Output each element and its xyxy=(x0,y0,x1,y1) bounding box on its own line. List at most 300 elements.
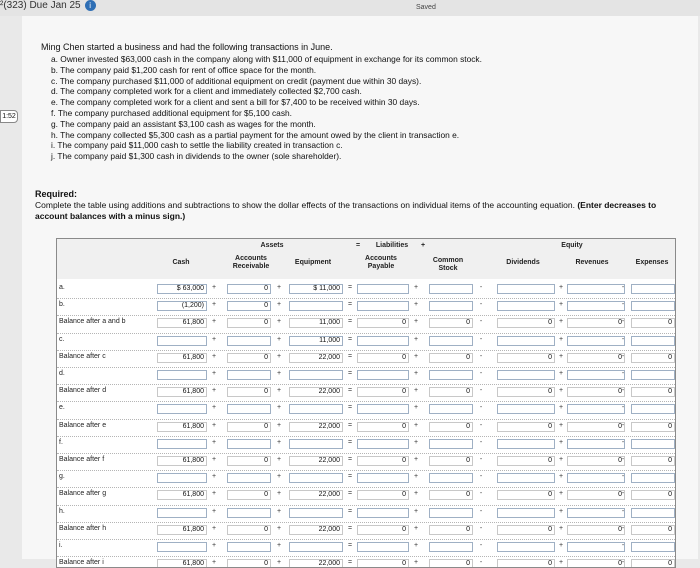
operator-minus: - xyxy=(621,335,625,343)
operator-minus: - xyxy=(621,404,625,412)
operator-eq: = xyxy=(347,559,353,567)
row-divider xyxy=(57,419,676,420)
cell-ap[interactable] xyxy=(357,542,409,552)
operator-plus: + xyxy=(413,490,419,498)
operator-eq: = xyxy=(347,490,353,498)
cell-div: 0 xyxy=(497,318,555,328)
cell-cs: 0 xyxy=(429,559,473,568)
cell-ap[interactable] xyxy=(357,284,409,294)
cell-cs[interactable] xyxy=(429,542,473,552)
cell-exp[interactable] xyxy=(631,542,675,552)
cell-ap[interactable] xyxy=(357,473,409,483)
cell-ap: 0 xyxy=(357,559,409,568)
operator-plus: + xyxy=(211,490,217,498)
operator-plus: + xyxy=(558,490,564,498)
cell-eq: 22,000 xyxy=(289,559,343,568)
cell-cash[interactable] xyxy=(157,336,207,346)
operator-eq: = xyxy=(347,404,353,412)
cell-cs[interactable] xyxy=(429,508,473,518)
cell-rev[interactable] xyxy=(567,473,625,483)
operator-plus: + xyxy=(211,524,217,532)
row-divider xyxy=(57,487,676,488)
cell-ar: 0 xyxy=(227,387,271,397)
cell-exp: 0 xyxy=(631,559,675,568)
operator-plus: + xyxy=(413,404,419,412)
col-cash: Cash xyxy=(172,259,190,266)
cell-cs[interactable] xyxy=(429,439,473,449)
operator-plus: + xyxy=(413,318,419,326)
cell-cash[interactable] xyxy=(157,439,207,449)
cell-ar: 0 xyxy=(227,490,271,500)
required-bold: (Enter decreases to account balances with a minus sign.) xyxy=(35,200,657,221)
operator-eq: = xyxy=(347,524,353,532)
transaction-item: j. The company paid $1,300 cash in dividends to the owner (sole shareholder). xyxy=(51,151,342,162)
row-divider xyxy=(57,298,676,299)
cell-ar: 0 xyxy=(227,318,271,328)
cell-ap[interactable] xyxy=(357,404,409,414)
cell-exp[interactable] xyxy=(631,404,675,414)
operator-plus: + xyxy=(558,352,564,360)
cell-cash: 61,800 xyxy=(157,559,207,568)
operator-eq: = xyxy=(347,542,353,549)
operator-plus: + xyxy=(558,404,564,412)
cell-exp[interactable] xyxy=(631,439,675,449)
operator-plus: + xyxy=(211,456,217,463)
operator-plus: + xyxy=(276,473,282,481)
operator-plus: + xyxy=(413,335,419,343)
cell-ap: 0 xyxy=(357,318,409,328)
operator-eq: = xyxy=(347,421,353,429)
operator-plus: + xyxy=(276,438,282,446)
operator-plus: + xyxy=(413,370,419,377)
operator-plus: + xyxy=(276,524,282,532)
operator-minus: - xyxy=(621,524,625,532)
cell-div: 0 xyxy=(497,525,555,535)
cell-ar[interactable] xyxy=(227,439,271,449)
assets-header: Assets xyxy=(260,242,284,249)
operator-minus: - xyxy=(621,318,625,326)
cell-exp: 0 xyxy=(631,387,675,397)
cell-eq[interactable] xyxy=(289,370,343,380)
cell-rev: 0 xyxy=(567,387,625,397)
row-label: c. xyxy=(59,335,65,343)
cell-eq[interactable]: 11,000 xyxy=(289,336,343,346)
col-accounts-receivable: Accounts Receivable xyxy=(232,255,270,270)
cell-exp: 0 xyxy=(631,422,675,432)
cell-exp: 0 xyxy=(631,456,675,466)
row-label: i. xyxy=(59,542,63,549)
operator-minus: - xyxy=(479,490,483,498)
transaction-item: c. The company purchased $11,000 of additional equipment on credit (payment due within 30 days). xyxy=(51,75,422,86)
operator-minus: - xyxy=(621,352,625,360)
operator-plus: + xyxy=(558,318,564,326)
cell-exp[interactable] xyxy=(631,336,675,346)
operator-minus: - xyxy=(621,284,625,291)
operator-plus: + xyxy=(211,542,217,549)
operator-minus: - xyxy=(479,473,483,481)
row-label: Balance after f xyxy=(59,456,105,463)
cell-ar[interactable] xyxy=(227,370,271,380)
operator-plus: + xyxy=(413,301,419,309)
cell-rev[interactable] xyxy=(567,370,625,380)
operator-minus: - xyxy=(621,559,625,567)
cell-div[interactable] xyxy=(497,284,555,294)
operator-plus: + xyxy=(558,284,564,291)
cell-cash[interactable] xyxy=(157,542,207,552)
cell-cash: 61,800 xyxy=(157,525,207,535)
cell-ar[interactable]: 0 xyxy=(227,301,271,311)
operator-plus: + xyxy=(211,473,217,481)
operator-plus: + xyxy=(211,318,217,326)
cell-rev[interactable] xyxy=(567,542,625,552)
cell-cs[interactable] xyxy=(429,370,473,380)
row-label: Balance after c xyxy=(59,352,106,360)
cell-ap[interactable] xyxy=(357,336,409,346)
operator-eq: = xyxy=(347,335,353,343)
cell-cs[interactable] xyxy=(429,284,473,294)
row-divider xyxy=(57,350,676,351)
operator-eq: = xyxy=(347,284,353,291)
operator-plus: + xyxy=(211,301,217,309)
cell-rev[interactable] xyxy=(567,301,625,311)
operator-minus: - xyxy=(479,387,483,395)
operator-plus: + xyxy=(558,387,564,395)
row-label: Balance after a and b xyxy=(59,318,126,326)
transaction-list xyxy=(51,54,482,162)
cell-ap: 0 xyxy=(357,456,409,466)
operator-plus: + xyxy=(413,559,419,567)
operator-plus: + xyxy=(211,438,217,446)
cell-div[interactable] xyxy=(497,473,555,483)
cell-rev: 0 xyxy=(567,318,625,328)
cell-cs: 0 xyxy=(429,422,473,432)
operator-minus: - xyxy=(621,542,625,549)
cell-rev: 0 xyxy=(567,559,625,568)
operator-minus: - xyxy=(479,421,483,429)
required-text: Complete the table using additions and subtractions to show the dollar effects of the transactions on individual items of the accounting equation. (Enter decreases to account balances with a minus sign.) xyxy=(35,200,657,221)
operator-plus: + xyxy=(211,370,217,377)
cell-rev: 0 xyxy=(567,490,625,500)
operator-plus: + xyxy=(276,507,282,515)
operator-minus: - xyxy=(479,318,483,326)
cell-exp[interactable] xyxy=(631,284,675,294)
operator-plus: + xyxy=(558,335,564,343)
operator-minus: - xyxy=(621,301,625,309)
row-label: e. xyxy=(59,404,65,412)
operator-plus: + xyxy=(413,524,419,532)
cell-ap[interactable] xyxy=(357,301,409,311)
row-label: b. xyxy=(59,301,65,309)
operator-plus: + xyxy=(413,352,419,360)
cell-cs: 0 xyxy=(429,525,473,535)
col-dividends: Dividends xyxy=(506,259,540,266)
operator-eq: = xyxy=(347,456,353,463)
cell-cash: 61,800 xyxy=(157,387,207,397)
cell-div: 0 xyxy=(497,387,555,397)
cell-ap[interactable] xyxy=(357,439,409,449)
operator-plus: + xyxy=(413,456,419,463)
cell-cash[interactable] xyxy=(157,404,207,414)
cell-ap: 0 xyxy=(357,422,409,432)
operator-minus: - xyxy=(479,524,483,532)
operator-plus: + xyxy=(211,559,217,567)
operator-eq: = xyxy=(347,507,353,515)
operator-plus: + xyxy=(413,542,419,549)
transaction-item: i. The company paid $11,000 cash to settle the liability created in transaction c. xyxy=(51,140,343,151)
row-label: h. xyxy=(59,507,65,515)
cell-eq[interactable] xyxy=(289,542,343,552)
cell-cash: 61,800 xyxy=(157,456,207,466)
operator-minus: - xyxy=(621,387,625,395)
cell-div: 0 xyxy=(497,456,555,466)
operator-plus: + xyxy=(558,438,564,446)
operator-plus: + xyxy=(413,507,419,515)
cell-cash: 61,800 xyxy=(157,422,207,432)
cell-div: 0 xyxy=(497,559,555,568)
cell-rev[interactable] xyxy=(567,404,625,414)
operator-minus: - xyxy=(479,507,483,515)
cell-rev[interactable] xyxy=(567,336,625,346)
cell-ar: 0 xyxy=(227,422,271,432)
row-label: g. xyxy=(59,473,65,481)
row-divider xyxy=(57,522,676,523)
cell-eq[interactable] xyxy=(289,508,343,518)
operator-plus: + xyxy=(276,284,282,291)
operator-plus: + xyxy=(558,456,564,463)
cell-cs[interactable] xyxy=(429,301,473,311)
transaction-item: a. Owner invested $63,000 cash in the company along with $11,000 of equipment in exchange for its common stock. xyxy=(51,54,482,64)
operator-plus: + xyxy=(276,352,282,360)
row-divider xyxy=(57,556,676,557)
transaction-item: b. The company paid $1,200 cash for rent of office space for the month. xyxy=(51,64,317,75)
operator-minus: - xyxy=(479,352,483,360)
plus-sign: + xyxy=(420,242,426,249)
cell-ar: 0 xyxy=(227,456,271,466)
cell-exp: 0 xyxy=(631,353,675,363)
operator-eq: = xyxy=(347,387,353,395)
cell-eq: 22,000 xyxy=(289,387,343,397)
row-divider xyxy=(57,539,676,540)
cell-ap: 0 xyxy=(357,353,409,363)
cell-ar[interactable]: 0 xyxy=(227,284,271,294)
cell-ar[interactable] xyxy=(227,508,271,518)
operator-plus: + xyxy=(276,559,282,567)
cell-cash[interactable] xyxy=(157,508,207,518)
transaction-item: d. The company completed work for a client and immediately collected $2,700 cash. xyxy=(51,86,362,97)
transaction-item: g. The company paid an assistant $3,100 cash as wages for the month. xyxy=(51,118,316,129)
col-equipment: Equipment xyxy=(294,259,332,266)
row-divider xyxy=(57,453,676,454)
cell-rev[interactable] xyxy=(567,284,625,294)
operator-plus: + xyxy=(276,542,282,549)
cell-div[interactable] xyxy=(497,301,555,311)
operator-eq: = xyxy=(347,438,353,446)
cell-div: 0 xyxy=(497,490,555,500)
row-label: a. xyxy=(59,284,65,291)
cell-div: 0 xyxy=(497,422,555,432)
col-common-stock: Common Stock xyxy=(432,257,464,272)
operator-eq: = xyxy=(347,301,353,309)
question-card xyxy=(22,16,698,568)
cell-eq[interactable] xyxy=(289,404,343,414)
row-divider xyxy=(57,315,676,316)
cell-div[interactable] xyxy=(497,370,555,380)
cell-exp[interactable] xyxy=(631,370,675,380)
row-divider xyxy=(57,367,676,368)
cell-cs: 0 xyxy=(429,318,473,328)
operator-plus: + xyxy=(276,490,282,498)
cell-ap[interactable] xyxy=(357,370,409,380)
cell-ar[interactable] xyxy=(227,404,271,414)
operator-plus: + xyxy=(276,301,282,309)
operator-minus: - xyxy=(479,456,483,463)
cell-cs[interactable] xyxy=(429,336,473,346)
operator-eq: = xyxy=(347,473,353,481)
top-bar xyxy=(0,0,700,16)
info-icon[interactable]: i xyxy=(85,0,96,11)
cell-exp: 0 xyxy=(631,525,675,535)
cell-ar[interactable] xyxy=(227,542,271,552)
operator-plus: + xyxy=(413,438,419,446)
row-label: Balance after g xyxy=(59,490,107,498)
operator-plus: + xyxy=(276,387,282,395)
cell-rev: 0 xyxy=(567,456,625,466)
operator-plus: + xyxy=(276,421,282,429)
cell-cs[interactable] xyxy=(429,473,473,483)
cell-ar[interactable] xyxy=(227,336,271,346)
operator-plus: + xyxy=(413,473,419,481)
operator-minus: - xyxy=(621,456,625,463)
cell-div[interactable] xyxy=(497,439,555,449)
cell-cash[interactable]: $ 63,000 xyxy=(157,284,207,294)
due-date: ²(323) Due Jan 25 i xyxy=(0,0,96,11)
operator-minus: - xyxy=(479,559,483,567)
cell-cash: 61,800 xyxy=(157,318,207,328)
transaction-item: h. The company collected $5,300 cash as a partial payment for the amount owed by the client in transaction e. xyxy=(51,129,460,140)
operator-minus: - xyxy=(479,284,483,291)
cell-ap: 0 xyxy=(357,387,409,397)
operator-eq: = xyxy=(347,318,353,326)
operator-plus: + xyxy=(211,387,217,395)
cell-cash[interactable] xyxy=(157,370,207,380)
cell-rev: 0 xyxy=(567,525,625,535)
operator-minus: - xyxy=(621,421,625,429)
cell-rev: 0 xyxy=(567,422,625,432)
operator-minus: - xyxy=(479,542,483,549)
operator-minus: - xyxy=(621,438,625,446)
cell-eq: 22,000 xyxy=(289,353,343,363)
cell-eq: 22,000 xyxy=(289,456,343,466)
operator-plus: + xyxy=(558,559,564,567)
operator-plus: + xyxy=(276,370,282,377)
operator-minus: - xyxy=(479,301,483,309)
cell-rev[interactable] xyxy=(567,508,625,518)
saved-status: Saved xyxy=(416,4,436,11)
row-label: d. xyxy=(59,370,65,377)
operator-plus: + xyxy=(558,370,564,377)
transaction-item: f. The company purchased additional equipment for $5,100 cash. xyxy=(51,107,293,118)
operator-plus: + xyxy=(413,284,419,291)
cell-ar: 0 xyxy=(227,559,271,568)
cell-ap: 0 xyxy=(357,525,409,535)
cell-cs: 0 xyxy=(429,353,473,363)
cell-exp[interactable] xyxy=(631,473,675,483)
transaction-item: e. The company completed work for a client and sent a bill for $7,400 to be received within 30 days. xyxy=(51,97,420,108)
cell-exp[interactable] xyxy=(631,508,675,518)
cell-div: 0 xyxy=(497,353,555,363)
operator-minus: - xyxy=(479,404,483,412)
operator-plus: + xyxy=(558,473,564,481)
operator-plus: + xyxy=(211,507,217,515)
cell-eq: 11,000 xyxy=(289,318,343,328)
cell-cash[interactable] xyxy=(157,473,207,483)
operator-eq: = xyxy=(347,370,353,377)
row-divider xyxy=(57,333,676,334)
operator-plus: + xyxy=(558,542,564,549)
cell-div[interactable] xyxy=(497,404,555,414)
row-label: Balance after d xyxy=(59,387,107,395)
timer-badge: 1:52 xyxy=(0,110,18,123)
operator-plus: + xyxy=(276,456,282,463)
cell-eq: 22,000 xyxy=(289,422,343,432)
cell-eq[interactable] xyxy=(289,473,343,483)
operator-plus: + xyxy=(558,507,564,515)
cell-eq[interactable] xyxy=(289,301,343,311)
cell-eq[interactable] xyxy=(289,439,343,449)
cell-cash: 61,800 xyxy=(157,353,207,363)
cell-ar: 0 xyxy=(227,525,271,535)
cell-div[interactable] xyxy=(497,542,555,552)
row-label: Balance after i xyxy=(59,559,104,567)
cell-rev: 0 xyxy=(567,353,625,363)
accounting-equation-table xyxy=(56,238,676,568)
operator-minus: - xyxy=(621,507,625,515)
cell-ap: 0 xyxy=(357,490,409,500)
operator-minus: - xyxy=(479,438,483,446)
problem-intro: Ming Chen started a business and had the following transactions in June. xyxy=(41,42,333,52)
col-expenses: Expenses xyxy=(635,259,669,266)
cell-eq: 22,000 xyxy=(289,490,343,500)
cell-exp: 0 xyxy=(631,318,675,328)
cell-eq: 22,000 xyxy=(289,525,343,535)
required-title: Required: xyxy=(35,189,78,199)
row-divider xyxy=(57,505,676,506)
cell-rev[interactable] xyxy=(567,439,625,449)
operator-plus: + xyxy=(276,318,282,326)
operator-plus: + xyxy=(211,421,217,429)
cell-ar: 0 xyxy=(227,353,271,363)
operator-minus: - xyxy=(479,335,483,343)
cell-cash[interactable]: (1,200) xyxy=(157,301,207,311)
cell-cs: 0 xyxy=(429,387,473,397)
operator-plus: + xyxy=(211,404,217,412)
cell-ar[interactable] xyxy=(227,473,271,483)
operator-plus: + xyxy=(211,352,217,360)
cell-exp[interactable] xyxy=(631,301,675,311)
cell-cash: 61,800 xyxy=(157,490,207,500)
operator-eq: = xyxy=(347,352,353,360)
equity-header: Equity xyxy=(561,242,583,249)
operator-plus: + xyxy=(211,284,217,291)
cell-eq[interactable]: $ 11,000 xyxy=(289,284,343,294)
row-divider xyxy=(57,436,676,437)
operator-plus: + xyxy=(558,421,564,429)
cell-ap[interactable] xyxy=(357,508,409,518)
cell-div[interactable] xyxy=(497,336,555,346)
cell-cs: 0 xyxy=(429,490,473,500)
cell-cs[interactable] xyxy=(429,404,473,414)
cell-div[interactable] xyxy=(497,508,555,518)
